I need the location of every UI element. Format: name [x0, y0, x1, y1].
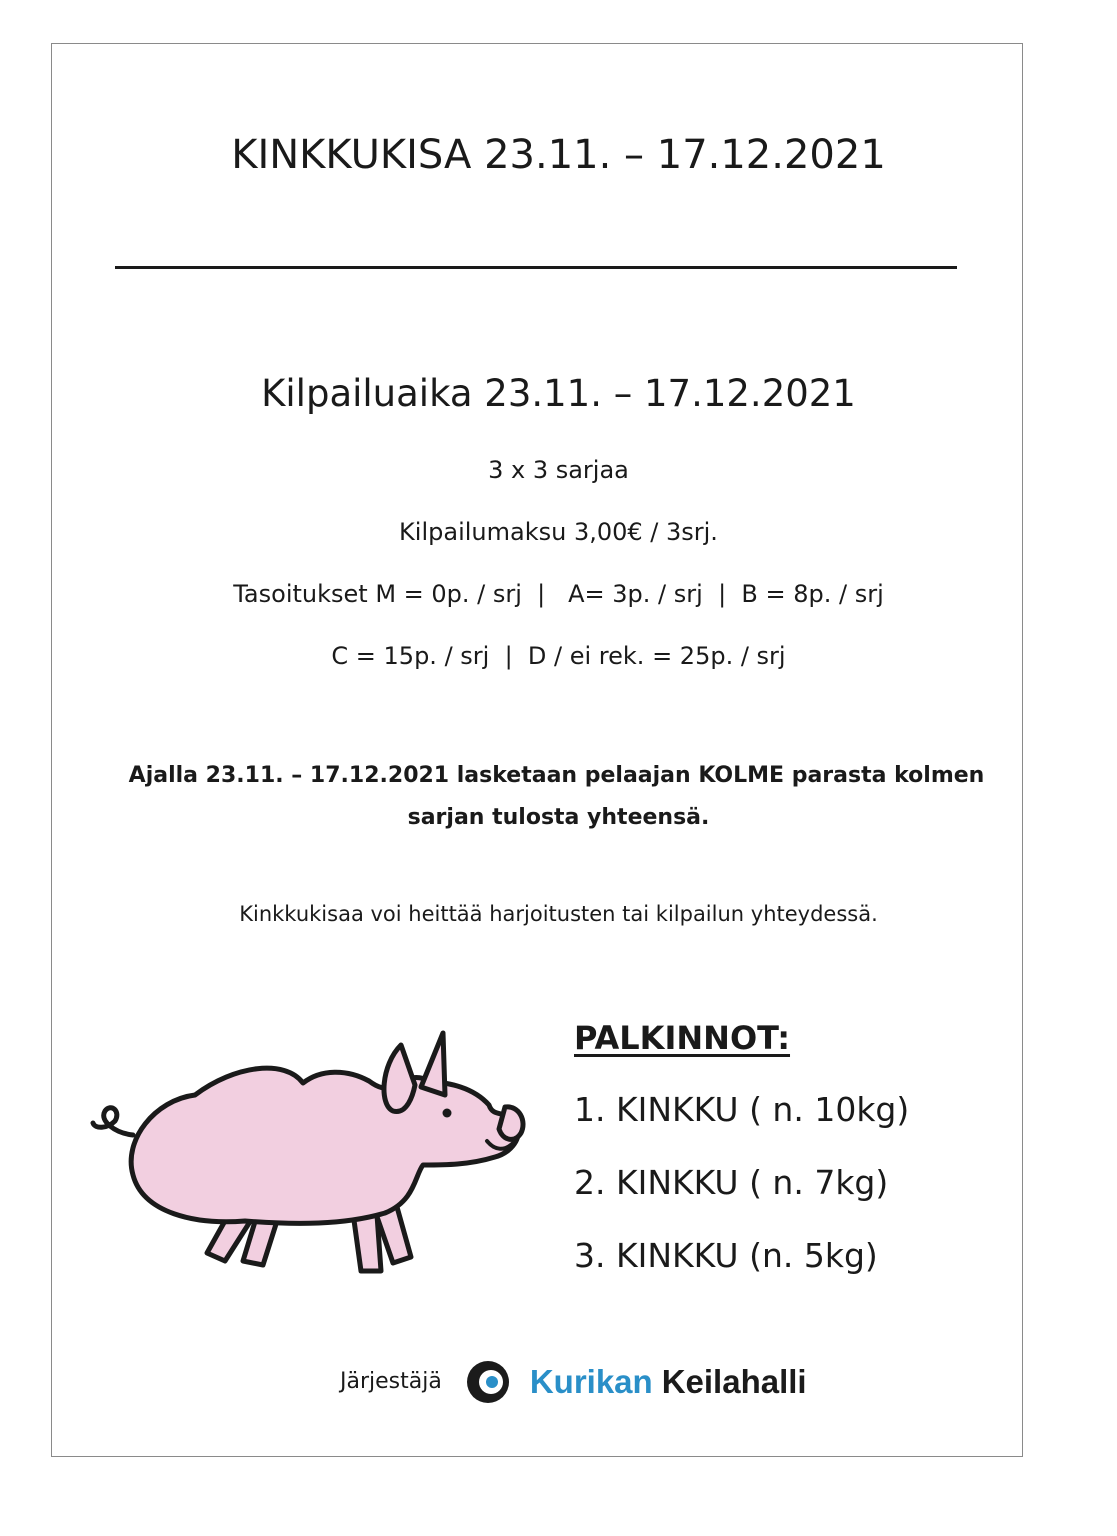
competition-period: Kilpailuaika 23.11. – 17.12.2021 [261, 372, 856, 415]
title-divider [115, 266, 957, 269]
organizer [340, 1360, 807, 1404]
prize-item-1: 1. KINKKU ( n. 10kg) [574, 1090, 910, 1129]
prizes-heading: PALKINNOT: [574, 1019, 791, 1057]
bowling-ball-logo-icon [462, 1360, 518, 1404]
prizes-section [574, 1018, 994, 1309]
prize-item-3: 3. KINKKU (n. 5kg) [574, 1236, 878, 1275]
rule-text-line-2: sarjan tulosta yhteensä. [407, 805, 710, 830]
practice-note: Kinkkukisaa voi heittää harjoitusten tai kilpailun yhteydessä. [239, 902, 878, 926]
page-title: KINKKUKISA 23.11. – 17.12.2021 [231, 132, 886, 178]
rule-text-line-1: Ajalla 23.11. – 17.12.2021 lasketaan pelaajan KOLME parasta kolmen [128, 763, 985, 788]
prize-item-2: 2. KINKKU ( n. 7kg) [574, 1163, 889, 1202]
logo-word-keilahalli: Keilahalli [661, 1363, 807, 1400]
handicap-line-2: C = 15p. / srj | D / ei rek. = 25p. / srj [331, 642, 786, 670]
pig-illustration [85, 1025, 535, 1285]
series-info: 3 x 3 sarjaa [488, 456, 629, 484]
organizer-label: Järjestäjä [340, 1369, 442, 1394]
fee-info: Kilpailumaksu 3,00€ / 3srj. [399, 518, 718, 546]
handicap-line-1: Tasoitukset M = 0p. / srj | A= 3p. / srj | B = 8p. / srj [233, 580, 884, 608]
logo-word-kurikan: Kurikan [529, 1363, 653, 1400]
